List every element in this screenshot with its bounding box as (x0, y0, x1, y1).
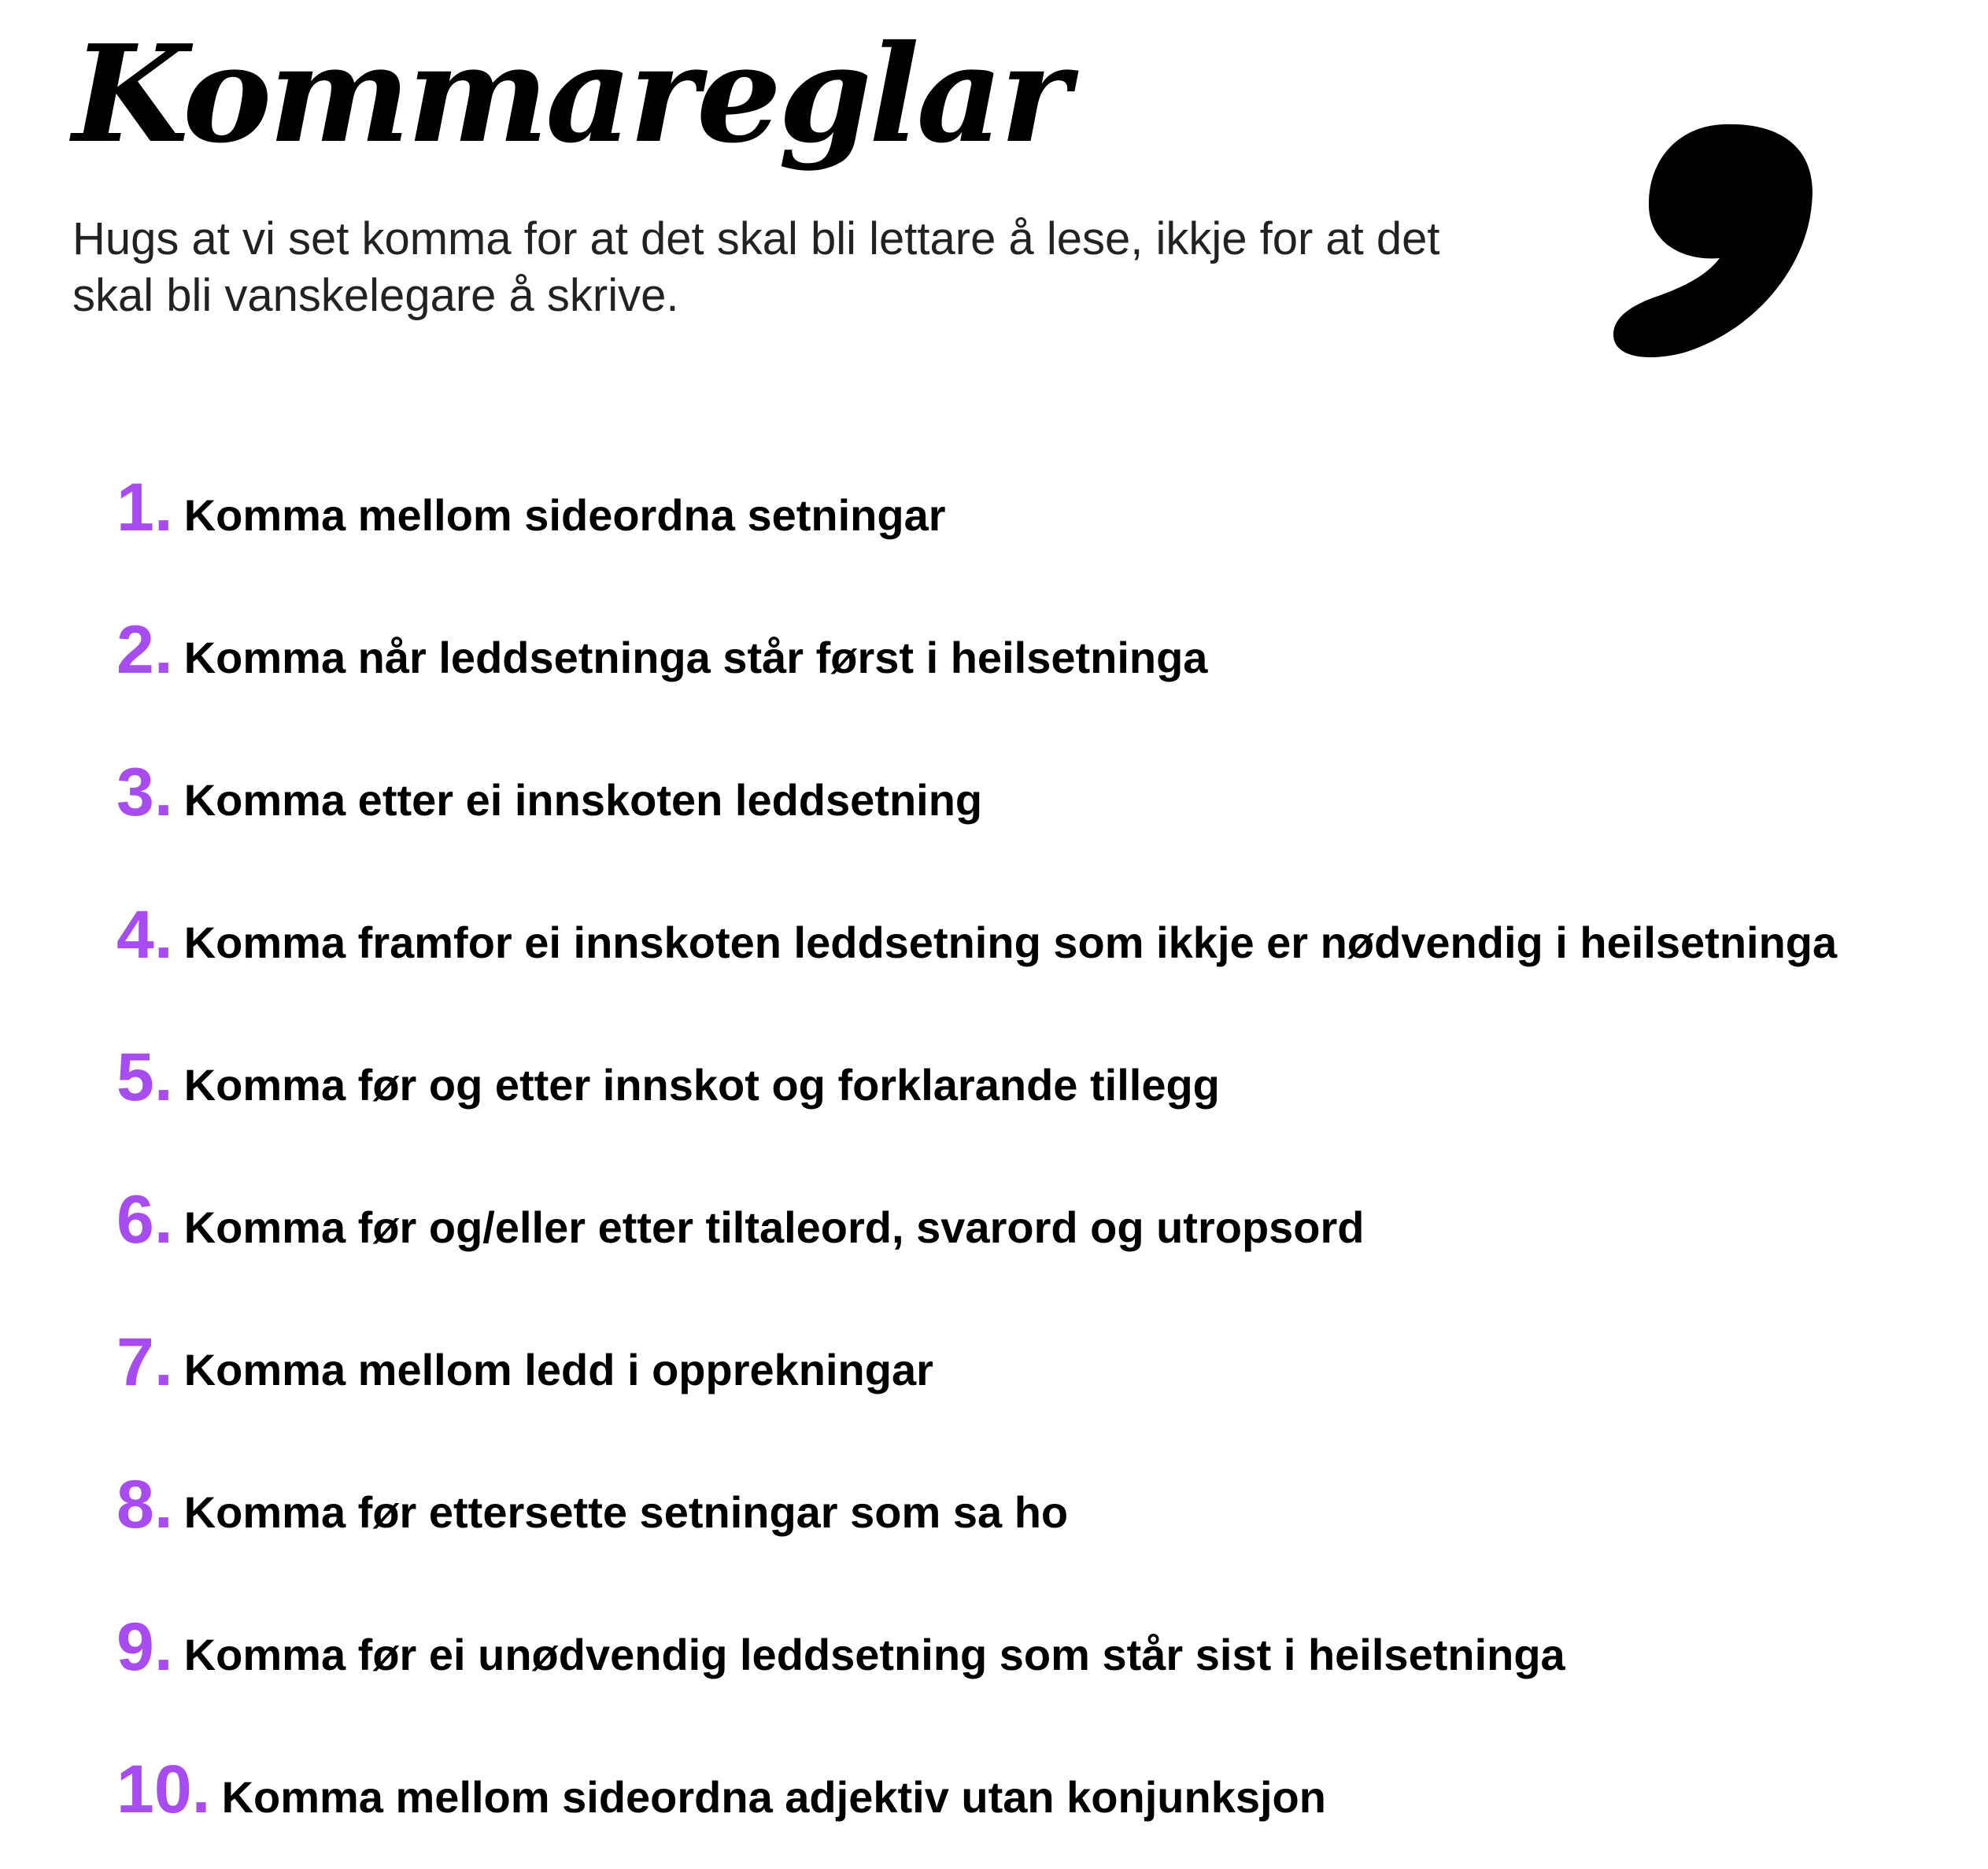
rule-item (116, 607, 1207, 709)
rule-text: Komma når leddsetninga står først i heilsetninga (183, 633, 1208, 682)
rule-number: 2. (116, 612, 173, 688)
rule-item (116, 1034, 1220, 1136)
rule-number: 3. (116, 755, 173, 830)
rule-text: Komma før og/eller etter tiltaleord, svarord og utropsord (183, 1202, 1365, 1252)
rule-item (116, 1319, 933, 1421)
rule-text: Komma mellom ledd i opprekningar (183, 1345, 933, 1394)
rule-number: 8. (116, 1467, 173, 1542)
rule-number: 5. (116, 1040, 173, 1115)
rule-text: Komma mellom sideordna setningar (183, 490, 946, 540)
rule-item (116, 1176, 1365, 1279)
rule-text: Komma før og etter innskot og forklarande tillegg (183, 1060, 1220, 1110)
page-title: Kommareglar (72, 16, 1068, 173)
rule-text: Komma mellom sideordna adjektiv utan konjunksjon (221, 1772, 1326, 1822)
rule-number: 1. (116, 470, 173, 545)
rule-item (116, 749, 982, 851)
rule-text: Komma før ei unødvendig leddsetning som står sist i heilsetninga (183, 1630, 1565, 1679)
rule-number: 4. (116, 897, 173, 973)
rule-item (116, 892, 1837, 994)
rule-item (116, 1461, 1068, 1564)
intro-text: Hugs at vi set komma for at det skal bli lettare å lese, ikkje for at det skal bli vanskelegare å skrive. (72, 213, 1440, 321)
rule-text: Komma før ettersette setningar som sa ho (183, 1487, 1069, 1537)
rule-number: 10. (116, 1752, 211, 1827)
rule-item (116, 1746, 1326, 1849)
rule-text: Komma etter ei innskoten leddsetning (183, 775, 983, 825)
rule-item (116, 1604, 1565, 1706)
rule-text: Komma framfor ei innskoten leddsetning som ikkje er nødvendig i heilsetninga (183, 918, 1838, 967)
comma-icon (1606, 118, 1818, 362)
rule-number: 9. (116, 1609, 173, 1685)
rule-item (116, 464, 946, 567)
rule-number: 7. (116, 1324, 173, 1400)
comma-icon-shape (1613, 124, 1812, 357)
rule-number: 6. (116, 1182, 173, 1258)
